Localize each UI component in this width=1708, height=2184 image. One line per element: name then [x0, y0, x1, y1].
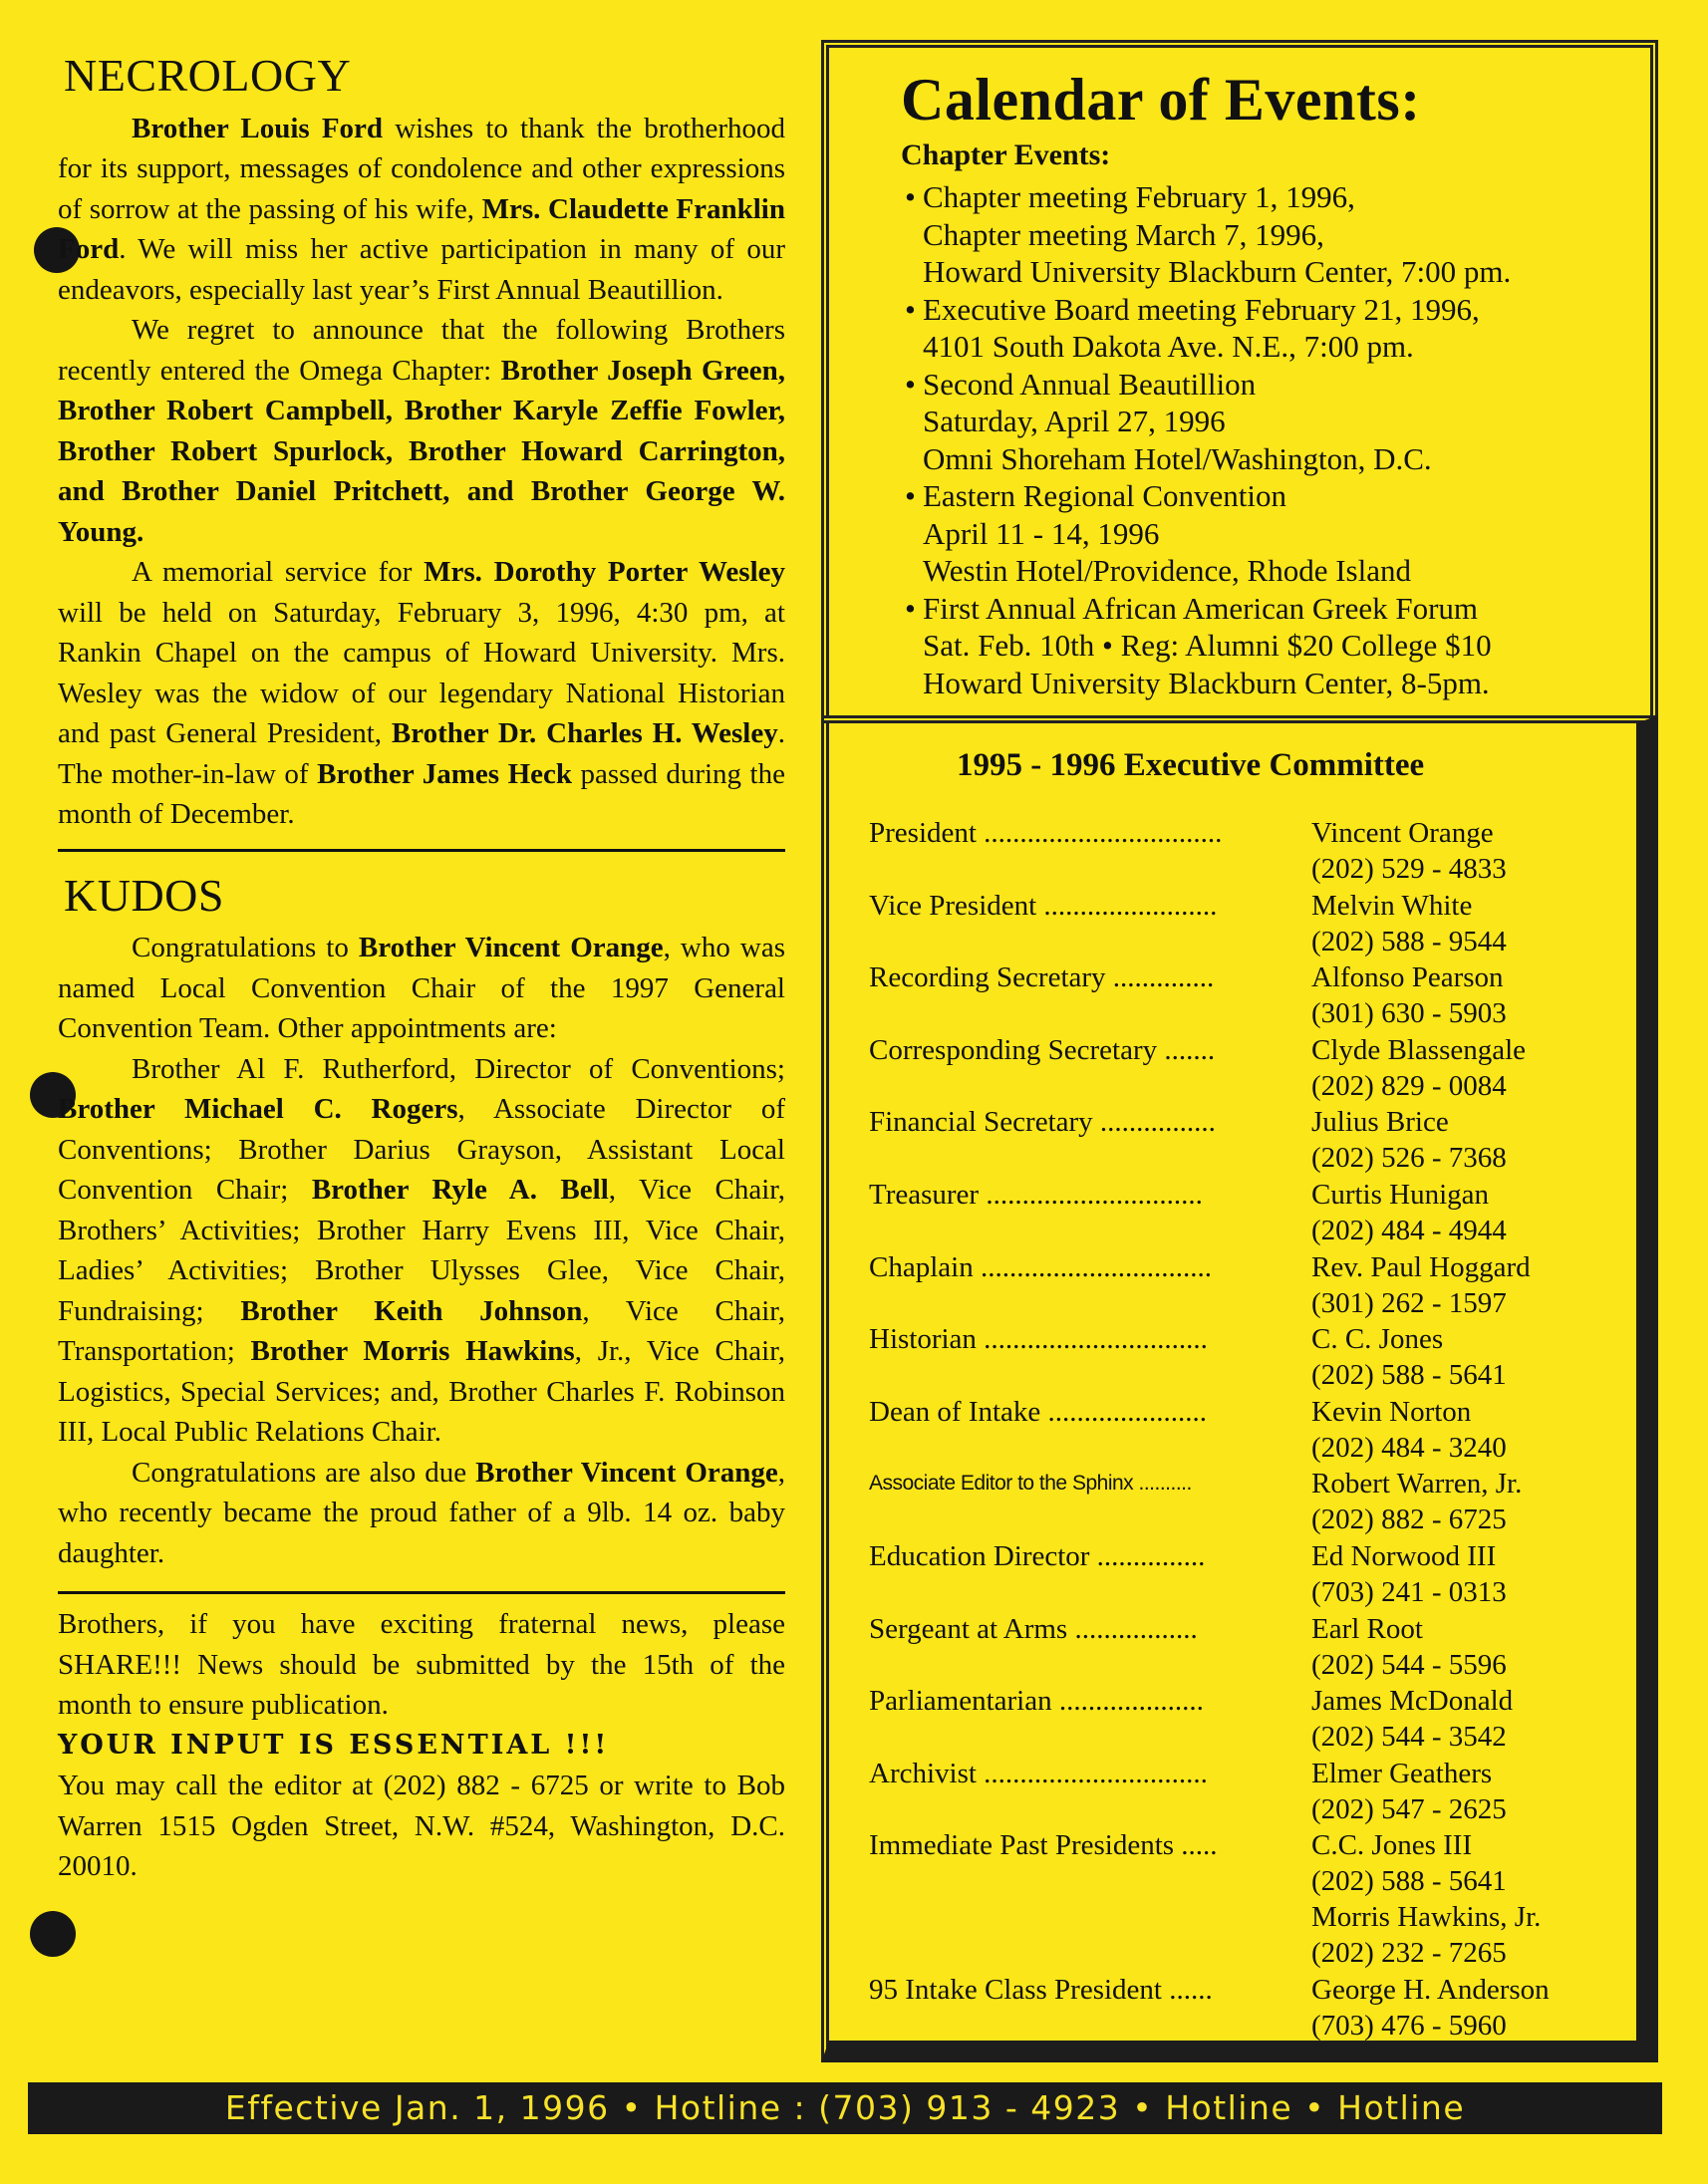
office-title: Archivist ............................... — [869, 1757, 1208, 1789]
calendar-event-line: • Eastern Regional Convention — [905, 478, 1287, 513]
bold-name-run: Brother Michael C. Rogers — [58, 1093, 458, 1125]
office-title: Sergeant at Arms ................. — [869, 1612, 1198, 1645]
committee-row — [869, 1394, 1606, 1467]
share-news-text: Brothers, if you have exciting fraternal news, please SHARE!!! News should be submitted by the 15th of the month to ensure publication. — [58, 1608, 785, 1721]
bold-name-run: Brother Dr. Charles H. Wesley — [391, 717, 778, 749]
office-title: Dean of Intake ...................... — [869, 1395, 1208, 1428]
bullet-icon: • — [905, 478, 916, 513]
officer-contact-line: Robert Warren, Jr. — [1311, 1468, 1523, 1501]
officer-contact-line: Morris Hawkins, Jr. — [1311, 1901, 1542, 1934]
committee-row — [869, 1538, 1606, 1611]
bold-name-run: Brother Vincent Orange — [358, 932, 664, 963]
committee-row — [869, 815, 1606, 888]
officer-contact-line: Curtis Hunigan — [1311, 1178, 1490, 1211]
officer-contact-line: (301) 630 - 5903 — [1311, 997, 1507, 1030]
calendar-event-1 — [905, 178, 1650, 291]
calendar-event-3 — [905, 366, 1650, 478]
officer-contact-line: Vincent Orange — [1311, 817, 1494, 849]
officer-contact-line: (202) 588 - 5641 — [1311, 1865, 1507, 1898]
officer-contact-line: (202) 588 - 9544 — [1311, 925, 1507, 957]
calendar-event-line: • Chapter meeting February 1, 1996, — [905, 179, 1355, 214]
office-title: Historian ............................... — [869, 1323, 1208, 1356]
bold-name-run: Brother Morris Hawkins — [250, 1335, 575, 1367]
text-run: . We will miss her active participation in many of our endeavors, especially last year’s First Annual Beautillion. — [58, 233, 785, 306]
text-run: We regret to announce that the following Brothers recently entered the Omega Chapter: — [58, 314, 785, 387]
committee-row — [869, 1032, 1606, 1105]
officer-contact — [1311, 1611, 1507, 1683]
calendar-event-line: Chapter meeting March 7, 1996, — [923, 216, 1324, 252]
officer-contact — [1311, 1972, 1550, 2044]
committee-row — [869, 1104, 1606, 1177]
officer-contact-line: Clyde Blassengale — [1311, 1033, 1527, 1066]
bold-name-run: Mrs. Claudette Franklin Ford — [58, 192, 785, 265]
text-run: , Jr., Vice Chair, Logistics, Special Services; and, Brother Charles F. Robinson III, Local Public Relations Chair. — [58, 1335, 785, 1448]
officer-contact-line: (202) 547 - 2625 — [1311, 1792, 1507, 1825]
calendar-event-line: Howard University Blackburn Center, 8-5pm. — [923, 665, 1490, 700]
officer-contact-line: (703) 241 - 0313 — [1311, 1575, 1507, 1608]
officer-contact — [1311, 1104, 1507, 1176]
officer-contact — [1311, 959, 1507, 1031]
kudos-paragraph-2 — [58, 1049, 785, 1453]
bold-name-run: Brother Ryle A. Bell — [311, 1174, 609, 1206]
officer-contact — [1311, 1177, 1507, 1248]
office-title: Immediate Past Presidents ..... — [869, 1829, 1218, 1862]
calendar-event-5 — [905, 590, 1650, 702]
necrology-paragraph-2 — [58, 310, 785, 552]
office-title: Financial Secretary ................ — [869, 1106, 1216, 1139]
officer-contact-line: (202) 484 - 3240 — [1311, 1431, 1507, 1464]
calendar-event-line: April 11 - 14, 1996 — [923, 515, 1160, 551]
hotline-banner: Effective Jan. 1, 1996 • Hotline : (703) 913 - 4923 • Hotline • Hotline — [28, 2082, 1662, 2134]
calendar-event-line: • First Annual African American Greek Forum — [905, 590, 1479, 626]
officer-contact-line: Elmer Geathers — [1311, 1757, 1493, 1789]
officer-contact — [1311, 815, 1507, 887]
officer-contact-line: (202) 484 - 4944 — [1311, 1214, 1507, 1246]
bullet-icon: • — [905, 179, 916, 214]
calendar-event-list — [829, 178, 1650, 701]
officer-contact-line: (202) 526 - 7368 — [1311, 1142, 1507, 1175]
bold-name-run: Brother Keith Johnson — [240, 1294, 583, 1327]
officer-contact-line: (202) 544 - 5596 — [1311, 1648, 1507, 1681]
kudos-heading: KUDOS — [64, 869, 224, 921]
calendar-subtitle: Chapter Events: — [901, 138, 1111, 171]
calendar-event-line: Saturday, April 27, 1996 — [923, 404, 1226, 438]
committee-row — [869, 1177, 1606, 1249]
text-run: , Vice Chair, Transportation; — [58, 1294, 785, 1367]
text-run: passed during the month of December. — [58, 757, 785, 830]
office-title: Corresponding Secretary ....... — [869, 1033, 1216, 1066]
officer-contact-line: Kevin Norton — [1311, 1395, 1472, 1428]
officer-contact-line: (202) 829 - 0084 — [1311, 1069, 1507, 1102]
text-run: wishes to thank the brotherhood for its support, messages of condolence and other expressions of sorrow at the passing of his wife, — [58, 112, 785, 225]
bullet-icon: • — [905, 590, 916, 626]
kudos-section — [58, 869, 786, 1574]
calendar-event-line: Howard University Blackburn Center, 7:00 pm. — [923, 254, 1512, 289]
committee-row — [869, 959, 1606, 1032]
bullet-icon: • — [905, 366, 916, 402]
calendar-event-line: Westin Hotel/Providence, Rhode Island — [923, 553, 1411, 588]
calendar-event-line: Sat. Feb. 10th • Reg: Alumni $20 College $10 — [923, 628, 1492, 663]
necrology-paragraph-3 — [58, 552, 785, 835]
calendar-event-2 — [905, 291, 1650, 366]
committee-row — [869, 1466, 1606, 1538]
officer-contact — [1311, 1756, 1507, 1827]
necrology-paragraph-1 — [58, 109, 785, 311]
calendar-event-4 — [905, 477, 1650, 590]
office-title: Education Director ............... — [869, 1539, 1206, 1572]
officer-contact — [1311, 1249, 1531, 1321]
officer-contact-line: Julius Brice — [1311, 1106, 1449, 1139]
committee-title: 1995 - 1996 Executive Committee — [957, 747, 1425, 783]
bold-name-run: Mrs. Dorothy Porter Wesley — [424, 556, 785, 588]
officer-contact-line: Melvin White — [1311, 889, 1473, 922]
kudos-paragraph-1 — [58, 928, 785, 1049]
office-title: Recording Secretary .............. — [869, 961, 1215, 994]
text-run: , Associate Director of Conventions; Brother Darius Grayson, Assistant Local Convention Chair; — [58, 1093, 786, 1206]
kudos-paragraph-3 — [58, 1453, 785, 1574]
calendar-event-line: 4101 South Dakota Ave. N.E., 7:00 pm. — [923, 329, 1414, 364]
bold-name-run: Brother Vincent Orange — [475, 1456, 778, 1489]
office-title: President ................................. — [869, 817, 1223, 849]
officer-contact-line: (202) 529 - 4833 — [1311, 853, 1507, 885]
section-divider — [58, 1591, 785, 1594]
necrology-heading: NECROLOGY — [64, 50, 352, 101]
input-essential-callout: YOUR INPUT IS ESSENTIAL !!! — [58, 1729, 610, 1761]
office-title: 95 Intake Class President ...... — [869, 1974, 1213, 2007]
officer-contact-line: (202) 232 - 7265 — [1311, 1937, 1507, 1970]
text-run: , who recently became the proud father of a 9lb. 14 oz. baby daughter. — [58, 1456, 785, 1569]
text-run: A memorial service for — [132, 556, 425, 588]
bold-name-run: Brother Louis Ford — [132, 112, 384, 144]
punch-hole-bottom — [30, 1911, 76, 1957]
officer-contact-line: George H. Anderson — [1311, 1974, 1550, 2007]
bold-name-run: Brother James Heck — [317, 757, 573, 790]
calendar-event-line: • Second Annual Beautillion — [905, 366, 1257, 402]
text-run: Brother Al F. Rutherford, Director of Conventions; — [132, 1052, 785, 1085]
committee-row — [869, 888, 1606, 960]
officer-contact — [1311, 1394, 1507, 1466]
bullet-icon: • — [905, 291, 916, 327]
necrology-section — [58, 50, 785, 835]
office-title: Chaplain ................................ — [869, 1250, 1212, 1283]
text-run: Congratulations to — [132, 932, 359, 963]
officer-contact — [1311, 1827, 1541, 1971]
calendar-event-line: Omni Shoreham Hotel/Washington, D.C. — [923, 440, 1432, 476]
text-run: Congratulations are also due — [132, 1456, 476, 1489]
officer-contact-line: (301) 262 - 1597 — [1311, 1286, 1507, 1319]
office-title: Treasurer .............................. — [869, 1178, 1203, 1211]
text-run: . The mother-in-law of — [58, 717, 785, 790]
officer-contact-line: Rev. Paul Hoggard — [1311, 1250, 1531, 1283]
officer-contact-line: C. C. Jones — [1311, 1323, 1444, 1356]
officer-contact-line: (703) 476 - 5960 — [1311, 2010, 1507, 2043]
share-news-section — [58, 1604, 785, 1887]
officer-contact-line: Earl Root — [1311, 1612, 1423, 1645]
text-run: will be held on Saturday, February 3, 1996, 4:30 pm, at Rankin Chapel on the campus of Howard University. Mrs. Wesley was the widow of our legendary National Historian and past General President, — [58, 596, 785, 749]
committee-row — [869, 1756, 1606, 1828]
committee-row — [869, 1321, 1606, 1394]
officer-contact — [1311, 1538, 1507, 1610]
committee-row — [869, 1683, 1606, 1756]
calendar-title: Calendar of Events: — [901, 67, 1421, 133]
officer-contact — [1311, 1032, 1526, 1104]
officer-contact-line: Alfonso Pearson — [1311, 961, 1504, 994]
committee-row — [869, 1972, 1606, 2045]
section-divider — [58, 849, 785, 852]
officer-contact-line: (202) 882 - 6725 — [1311, 1503, 1507, 1536]
office-title: Parliamentarian .................... — [869, 1685, 1204, 1718]
calendar-event-line: • Executive Board meeting February 21, 1996, — [905, 291, 1480, 327]
office-title: Vice President ........................ — [869, 889, 1218, 922]
calendar-of-events-box — [821, 40, 1658, 723]
officer-contact-line: C.C. Jones III — [1311, 1829, 1473, 1862]
editor-contact-text: You may call the editor at (202) 882 - 6725 or write to Bob Warren 1515 Ogden Street, N.W. #524, Washington, D.C. 20010. — [58, 1770, 785, 1882]
left-column — [58, 50, 786, 1887]
officer-contact — [1311, 888, 1507, 959]
text-run: , Vice Chair, Brothers’ Activities; Brother Harry Evens III, Vice Chair, Ladies’ Activities; Brother Ulysses Glee, Vice Chair, Fundraising; — [58, 1174, 785, 1327]
committee-row — [869, 1827, 1606, 1972]
bold-name-run: Brother Joseph Green, Brother Robert Campbell, Brother Karyle Zeffie Fowler, Brother Robert Spurlock, Brother Howard Carrington, and Brother Daniel Pritchett, and Brother George W. Young. — [58, 354, 785, 548]
text-run: , who was named Local Convention Chair of the 1997 General Convention Team. Other appointments are: — [58, 932, 785, 1044]
officer-contact — [1311, 1321, 1507, 1393]
officer-contact — [1311, 1466, 1522, 1537]
officer-contact-line: Ed Norwood III — [1311, 1539, 1497, 1572]
officer-contact-line: (202) 588 - 5641 — [1311, 1359, 1507, 1392]
committee-row — [869, 1249, 1606, 1322]
executive-committee-box — [821, 715, 1658, 2062]
committee-row — [869, 1611, 1606, 1684]
committee-roster — [869, 815, 1606, 2045]
officer-contact — [1311, 1683, 1513, 1755]
office-title: Associate Editor to the Sphinx .......... — [869, 1472, 1192, 1496]
officer-contact-line: (202) 544 - 3542 — [1311, 1721, 1507, 1754]
officer-contact-line: James McDonald — [1311, 1685, 1514, 1718]
